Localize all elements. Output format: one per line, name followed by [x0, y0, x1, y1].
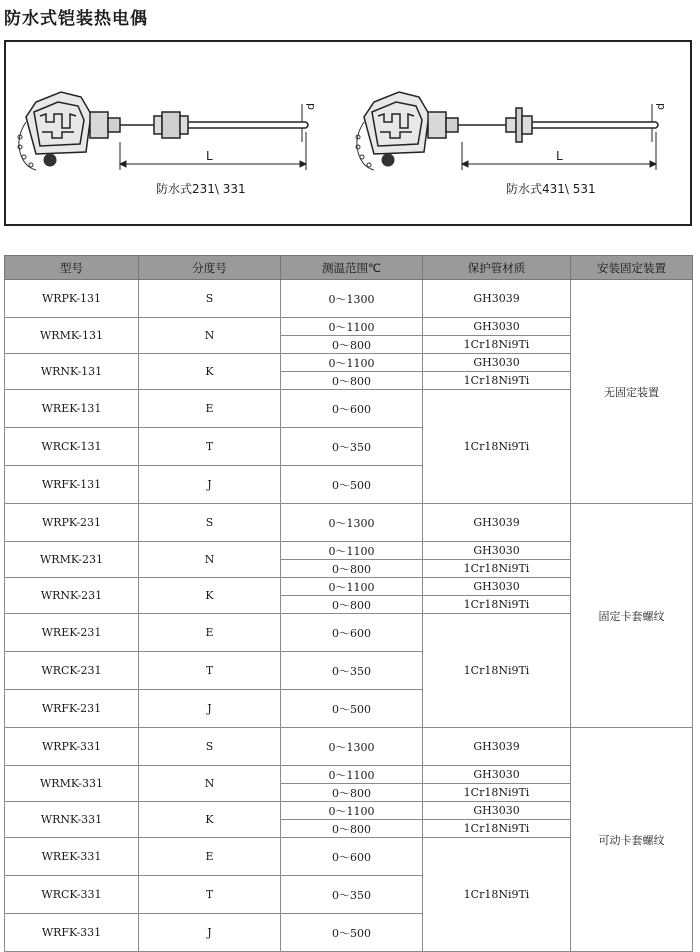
cell-graduation: N	[139, 766, 281, 802]
header-model: 型号	[5, 256, 139, 280]
cell-material-shared: 1Cr18Ni9Ti	[423, 390, 571, 504]
cell-model: WREK-231	[5, 614, 139, 652]
cell-graduation: E	[139, 614, 281, 652]
spec-table-body	[5, 280, 693, 952]
cell-graduation: E	[139, 838, 281, 876]
cell-material: GH3030	[423, 354, 571, 372]
cell-range: 0～600	[281, 614, 423, 652]
cell-range: 0～1100	[281, 354, 423, 372]
diameter-label: d	[304, 103, 317, 110]
cell-range: 0～500	[281, 690, 423, 728]
page-title: 防水式铠装热电偶	[4, 9, 148, 29]
cell-graduation: E	[139, 390, 281, 428]
cell-material: 1Cr18Ni9Ti	[423, 596, 571, 614]
cell-model: WRFK-131	[5, 466, 139, 504]
cell-range: 0～800	[281, 560, 423, 578]
cell-material: GH3030	[423, 578, 571, 596]
cell-model: WRCK-231	[5, 652, 139, 690]
cell-range: 0～1100	[281, 802, 423, 820]
cell-material: 1Cr18Ni9Ti	[423, 560, 571, 578]
cell-graduation: T	[139, 428, 281, 466]
table-row	[5, 504, 693, 542]
header-mounting: 安装固定装置	[571, 256, 693, 280]
cell-mounting: 固定卡套螺纹	[571, 504, 693, 728]
cell-graduation: T	[139, 652, 281, 690]
cell-range: 0～1100	[281, 578, 423, 596]
cell-model: WRMK-131	[5, 318, 139, 354]
cell-range: 0～800	[281, 336, 423, 354]
cell-material: 1Cr18Ni9Ti	[423, 820, 571, 838]
caption-231-331: 防水式231\ 331	[156, 182, 246, 196]
cell-model: WRMK-231	[5, 542, 139, 578]
cell-model: WRNK-231	[5, 578, 139, 614]
cell-material: 1Cr18Ni9Ti	[423, 336, 571, 354]
cell-graduation: S	[139, 504, 281, 542]
cell-model: WRPK-231	[5, 504, 139, 542]
cell-material: GH3039	[423, 728, 571, 766]
cell-range: 0～1300	[281, 728, 423, 766]
table-header-row	[5, 256, 693, 280]
cell-graduation: S	[139, 280, 281, 318]
cell-model: WRCK-331	[5, 876, 139, 914]
cell-range: 0～350	[281, 652, 423, 690]
cell-mounting: 无固定装置	[571, 280, 693, 504]
cell-range: 0～1100	[281, 542, 423, 560]
cell-range: 0～800	[281, 372, 423, 390]
cell-range: 0～1100	[281, 318, 423, 336]
cell-model: WREK-131	[5, 390, 139, 428]
cell-range: 0～800	[281, 596, 423, 614]
cell-model: WRCK-131	[5, 428, 139, 466]
cell-graduation: N	[139, 318, 281, 354]
cell-graduation: K	[139, 354, 281, 390]
cell-material: 1Cr18Ni9Ti	[423, 372, 571, 390]
cell-range: 0～800	[281, 784, 423, 802]
table-row	[5, 280, 693, 318]
cell-material: GH3039	[423, 280, 571, 318]
cell-range: 0～800	[281, 820, 423, 838]
cell-model: WREK-331	[5, 838, 139, 876]
cell-graduation: J	[139, 914, 281, 952]
cell-material: GH3030	[423, 318, 571, 336]
cell-range: 0～1100	[281, 766, 423, 784]
table-row	[5, 728, 693, 766]
cell-mounting: 可动卡套螺纹	[571, 728, 693, 952]
cell-range: 0～500	[281, 914, 423, 952]
length-label: L	[556, 149, 563, 163]
cell-range: 0～600	[281, 390, 423, 428]
cell-model: WRPK-131	[5, 280, 139, 318]
cell-model: WRNK-131	[5, 354, 139, 390]
cell-material: GH3039	[423, 504, 571, 542]
caption-431-531: 防水式431\ 531	[506, 182, 596, 196]
cell-model: WRFK-231	[5, 690, 139, 728]
cell-material-shared: 1Cr18Ni9Ti	[423, 838, 571, 952]
header-graduation: 分度号	[139, 256, 281, 280]
cell-material-shared: 1Cr18Ni9Ti	[423, 614, 571, 728]
diagram-frame	[4, 40, 692, 226]
cell-graduation: S	[139, 728, 281, 766]
spec-table	[4, 255, 693, 952]
cell-range: 0～1300	[281, 280, 423, 318]
cell-graduation: K	[139, 802, 281, 838]
cell-graduation: T	[139, 876, 281, 914]
cell-graduation: K	[139, 578, 281, 614]
cell-material: GH3030	[423, 542, 571, 560]
cell-range: 0～350	[281, 428, 423, 466]
cell-graduation: J	[139, 690, 281, 728]
length-label: L	[206, 149, 213, 163]
cell-range: 0～500	[281, 466, 423, 504]
cell-material: 1Cr18Ni9Ti	[423, 784, 571, 802]
cell-model: WRMK-331	[5, 766, 139, 802]
cell-range: 0～1300	[281, 504, 423, 542]
cell-model: WRPK-331	[5, 728, 139, 766]
cell-graduation: N	[139, 542, 281, 578]
cell-material: GH3030	[423, 766, 571, 784]
cell-range: 0～600	[281, 838, 423, 876]
header-material: 保护管材质	[423, 256, 571, 280]
cell-model: WRFK-331	[5, 914, 139, 952]
cell-range: 0～350	[281, 876, 423, 914]
cell-graduation: J	[139, 466, 281, 504]
header-range: 测温范围℃	[281, 256, 423, 280]
cell-model: WRNK-331	[5, 802, 139, 838]
cell-material: GH3030	[423, 802, 571, 820]
diameter-label: d	[654, 103, 667, 110]
